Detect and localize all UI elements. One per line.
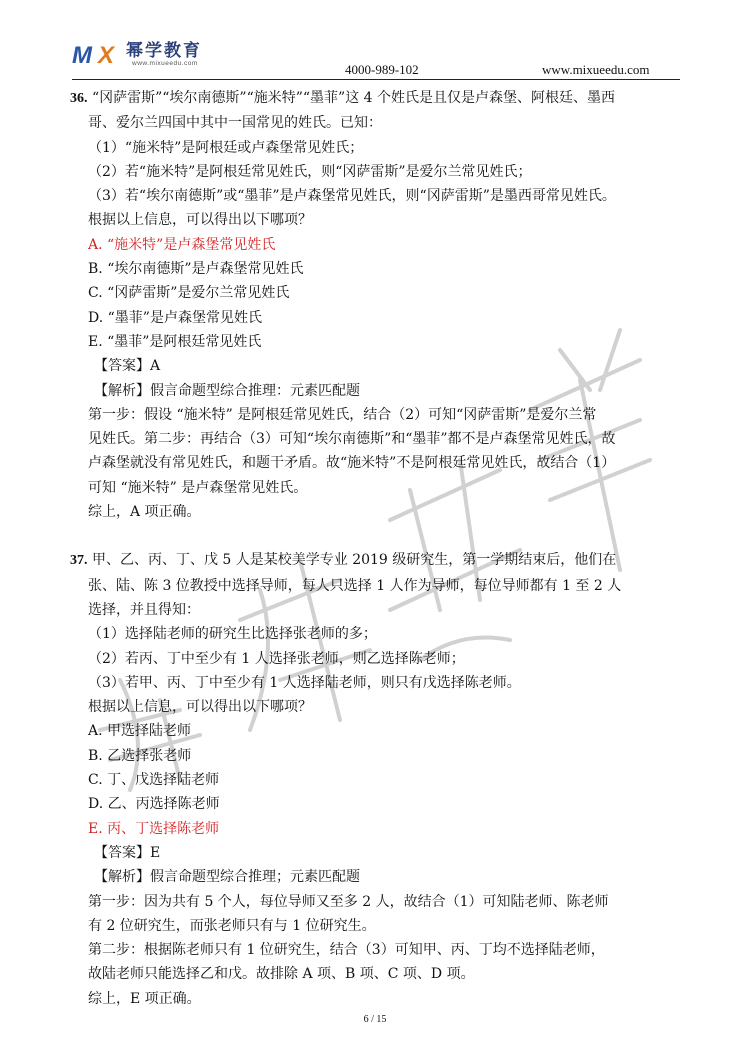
q37-analysis-line: 第一步：因为共有 5 个人，每位导师又至多 2 人，故结合（1）可知陆老师、陈老师 (88, 893, 609, 910)
q37-answer: 【答案】E (94, 844, 161, 861)
q37-condition: （3）若甲、丙、丁中至少有 1 人选择陆老师，则只有戊选择陈老师。 (88, 674, 521, 691)
q36-analysis-line: 第一步：假设 “施米特” 是阿根廷常见姓氏，结合（2）可知“冈萨雷斯”是爱尔兰常 (88, 406, 597, 423)
logo-name: 幂学教育 (126, 41, 202, 61)
q37-condition: （1）选择陆老师的研究生比选择张老师的多； (88, 626, 377, 643)
header-divider (72, 79, 680, 80)
q37-option-a: A. 甲选择陆老师 (88, 723, 192, 740)
q37-option-c: C. 丁、戊选择陆老师 (88, 772, 220, 789)
brand-logo (72, 42, 202, 72)
q36-stem-line-1: 36. “冈萨雷斯”“埃尔南德斯”“施米特”“墨菲”这 4 个姓氏是且仅是卢森堡、阿根廷、墨西 (70, 90, 616, 106)
q36-option-e: E. “墨菲”是阿根廷常见姓氏 (88, 333, 262, 350)
header-phone: 4000-989-102 (345, 62, 419, 77)
q36-prompt: 根据以上信息，可以得出以下哪项？ (88, 212, 312, 229)
q36-number: 36. (70, 91, 88, 106)
q36-option-c: C. “冈萨雷斯”是爱尔兰常见姓氏 (88, 285, 290, 302)
q36-option-b: B. “埃尔南德斯”是卢森堡常见姓氏 (88, 261, 304, 278)
q37-analysis-line: 故陆老师只能选择乙和戊。故排除 A 项、B 项、C 项、D 项。 (88, 966, 475, 983)
q36-analysis-title: 【解析】假言命题型综合推理：元素匹配题 (94, 382, 360, 399)
q36-analysis-line: 见姓氏。第二步：再结合（3）可知“埃尔南德斯”和“墨菲”都不是卢森堡常见姓氏，故 (88, 431, 616, 448)
q37-condition: （2）若丙、丁中至少有 1 人选择张老师，则乙选择陈老师； (88, 650, 465, 667)
q36-answer: 【答案】A (94, 358, 161, 375)
q37-stem-line-3: 选择，并且得知： (88, 601, 200, 618)
header-website: www.mixueedu.com (542, 62, 650, 77)
q37-analysis-line: 第二步：根据陈老师只有 1 位研究生，结合（3）可知甲、丙、丁均不选择陆老师， (88, 942, 605, 959)
q36-condition: （3）若“埃尔南德斯”或“墨菲”是卢森堡常见姓氏，则“冈萨雷斯”是墨西哥常见姓氏。 (88, 188, 616, 205)
q37-prompt: 根据以上信息，可以得出以下哪项？ (88, 699, 312, 716)
q36-analysis-line: 综上，A 项正确。 (88, 504, 201, 521)
q37-analysis-line: 综上，E 项正确。 (88, 990, 201, 1007)
mx-logo-icon: M X (72, 42, 115, 69)
q37-analysis-line: 有 2 位研究生，而张老师只有与 1 位研究生。 (88, 917, 376, 934)
q37-number: 37. (70, 553, 88, 569)
page-number: 6 / 15 (363, 1014, 387, 1025)
q37-stem-line-1: 37. 甲、乙、丙、丁、戊 5 人是某校美学专业 2019 级研究生，第一学期结束后，他们在 (70, 552, 617, 569)
q37-option-d: D. 乙、丙选择陈老师 (88, 796, 220, 813)
page-header (0, 0, 750, 80)
q36-analysis-line: 可知 “施米特” 是卢森堡常见姓氏。 (88, 479, 308, 496)
q37-option-e: E. 丙、丁选择陈老师 (88, 820, 220, 837)
q36-option-d: D. “墨菲”是卢森堡常见姓氏 (88, 309, 262, 326)
q36-condition: （1）“施米特”是阿根廷或卢森堡常见姓氏； (88, 139, 364, 156)
q36-option-a: A. “施米特”是卢森堡常见姓氏 (88, 236, 276, 253)
q36-stem-line-2: 哥、爱尔兰四国中其中一国常见的姓氏。已知： (88, 115, 382, 132)
page-content (70, 86, 680, 1011)
q37-analysis-title: 【解析】假言命题型综合推理；元素匹配题 (94, 869, 360, 886)
logo-url: www.mixueedu.com (132, 60, 198, 67)
q36-condition: （2）若“施米特”是阿根廷常见姓氏，则“冈萨雷斯”是爱尔兰常见姓氏； (88, 163, 532, 180)
q37-stem-line-2: 张、陆、陈 3 位教授中选择导师，每人只选择 1 人作为导师，每位导师都有 1 至 2 人 (88, 577, 622, 594)
q37-option-b: B. 乙选择张老师 (88, 747, 192, 764)
q36-analysis-line: 卢森堡就没有常见姓氏，和题干矛盾。故“施米特”不是阿根廷常见姓氏，故结合（1） (88, 455, 616, 472)
